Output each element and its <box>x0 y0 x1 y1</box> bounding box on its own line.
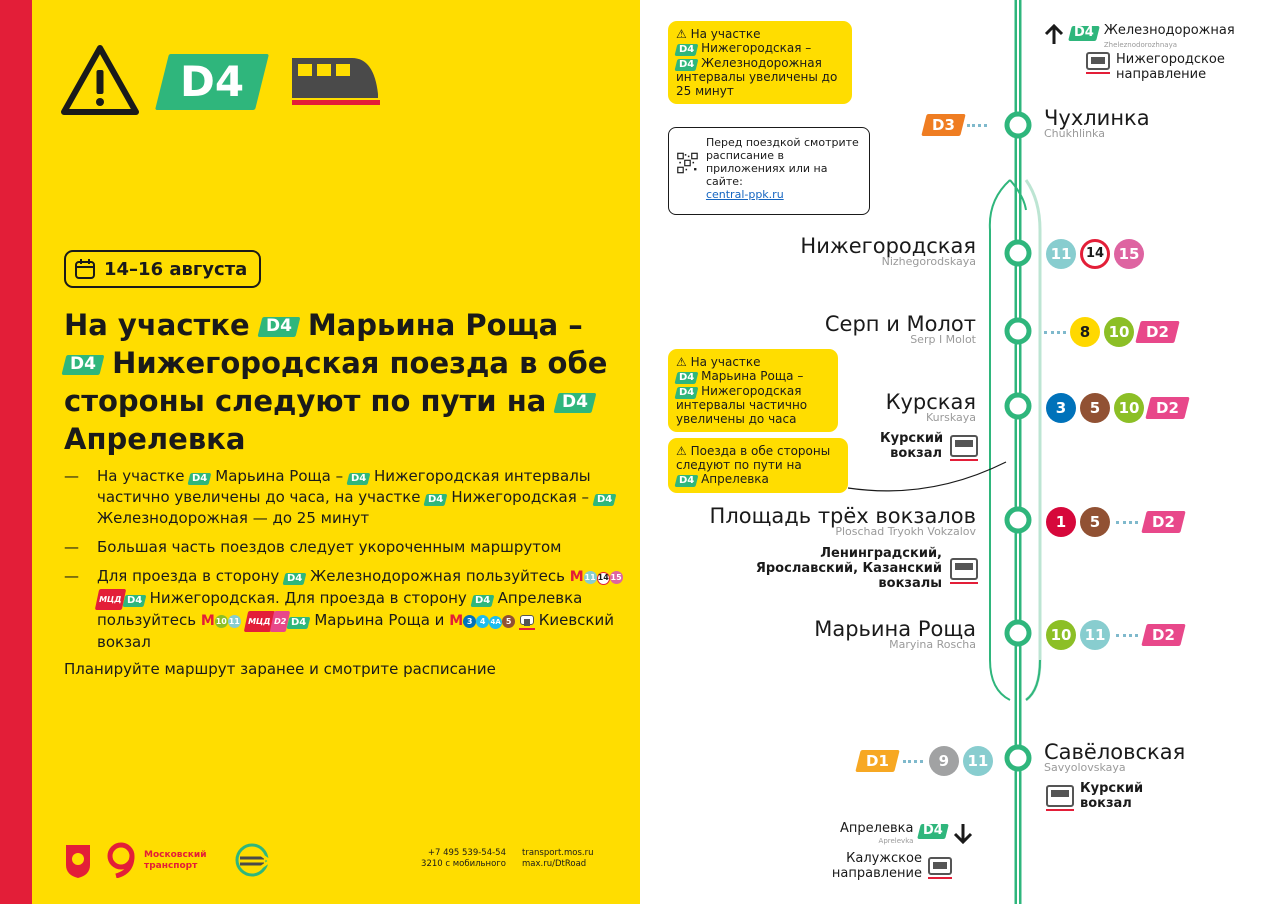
list-item: — Большая часть поездов следует укороченным маршрутом <box>64 537 624 558</box>
train-icon <box>1046 785 1074 807</box>
headline: На участке D4 Марьина Роща – D4 Нижегородская поезда в обе стороны следуют по пути на D4 Апрелевка <box>64 306 624 458</box>
train-icon <box>950 435 978 457</box>
note-interval-25: ⚠ На участке D4 Нижегородская – D4 Железнодорожная интервалы увеличены до 25 минут <box>668 21 852 104</box>
direction-north: D4 Железнодорожная Zheleznodorozhnaya <box>1044 24 1235 52</box>
direction-south: Апрелевка Aprelevka D4 <box>840 822 973 848</box>
org-name: Московский транспорт <box>144 850 207 871</box>
train-icon <box>928 857 952 875</box>
line-badge-d4: D4 <box>162 54 262 110</box>
station-label: Марьина Роща Maryina Roscha <box>814 617 976 651</box>
station-transfer: 10 11 D2 <box>1046 620 1183 650</box>
arrow-up-icon <box>1044 24 1064 46</box>
station-transfer: 3 5 10 D2 <box>1046 393 1187 423</box>
list-item: — На участке D4 Марьина Роща – D4 Нижегородская интервалы частично увеличены до часа, на участке D4 Нижегородская – D4 Железнодорожная — до 25 минут <box>64 466 624 529</box>
station-transfer: 11 14 15 <box>1046 239 1144 269</box>
qr-code-icon[interactable] <box>677 136 698 190</box>
direction-north-branch: Нижегородское направление <box>1086 52 1256 82</box>
railway-station: Курский вокзал <box>1046 781 1144 811</box>
note-route-aprelevka: ⚠ Поезда в обе стороны следуют по пути на D4 Апрелевка <box>668 438 848 493</box>
metro-icon: M <box>449 613 464 629</box>
station-label: Нижегородская Nizhegorodskaya <box>800 234 976 268</box>
date-text: 14–16 августа <box>104 258 248 280</box>
station-transfer: 8 10 D2 <box>1044 317 1177 347</box>
railway-station: Курский вокзал <box>880 431 978 461</box>
station-transfer: D3 <box>924 114 991 136</box>
schedule-qr-card: Перед поездкой смотрите расписание в приложениях или на сайте: central-ppk.ru <box>668 127 870 215</box>
arrow-down-icon <box>953 822 973 844</box>
station-label: Серп и Молот Serp I Molot <box>824 312 976 346</box>
station-transfer: 1 5 D2 <box>1046 507 1183 537</box>
train-icon <box>1086 52 1110 70</box>
metro-icon: M <box>200 613 215 629</box>
schedule-link[interactable]: central-ppk.ru <box>705 188 784 201</box>
station-label: Чухлинка Chukhlinka <box>1044 106 1150 140</box>
note-interval-hour: ⚠ На участке D4 Марьина Роща – D4 Нижегородская интервалы частично увеличены до часа <box>668 349 838 432</box>
station-label: Савёловская Savyolovskaya <box>1044 740 1186 774</box>
direction-south-branch: Калужское направление <box>820 851 952 881</box>
railway-station: Ленинградский, Ярославский, Казанский вокзалы <box>720 546 978 591</box>
station-transfer: D1 9 11 <box>858 746 993 776</box>
contact-phone: +7 495 539-54-54 3210 с мобильного <box>421 848 506 869</box>
list-item: — Для проезда в сторону D4 Железнодорожная пользуйтесь M11 14 15 МЦД D4 Нижегородская. Для проезда в сторону D4 Апрелевка пользуйтесь M10 11 МЦД D2 D4 Марьина Роща и M 3 4 4A 5 Киевский вокзал <box>64 566 624 653</box>
station-label: Курская Kurskaya <box>885 390 976 424</box>
station-label: Площадь трёх вокзалов Ploschad Tryokh Vokzalov <box>709 504 976 538</box>
train-icon <box>950 558 978 580</box>
metro-icon: M <box>569 569 584 585</box>
plan-note: Планируйте маршрут заранее и смотрите расписание <box>64 660 496 678</box>
contact-sites: transport.mos.ru max.ru/DtRoad <box>522 848 594 869</box>
